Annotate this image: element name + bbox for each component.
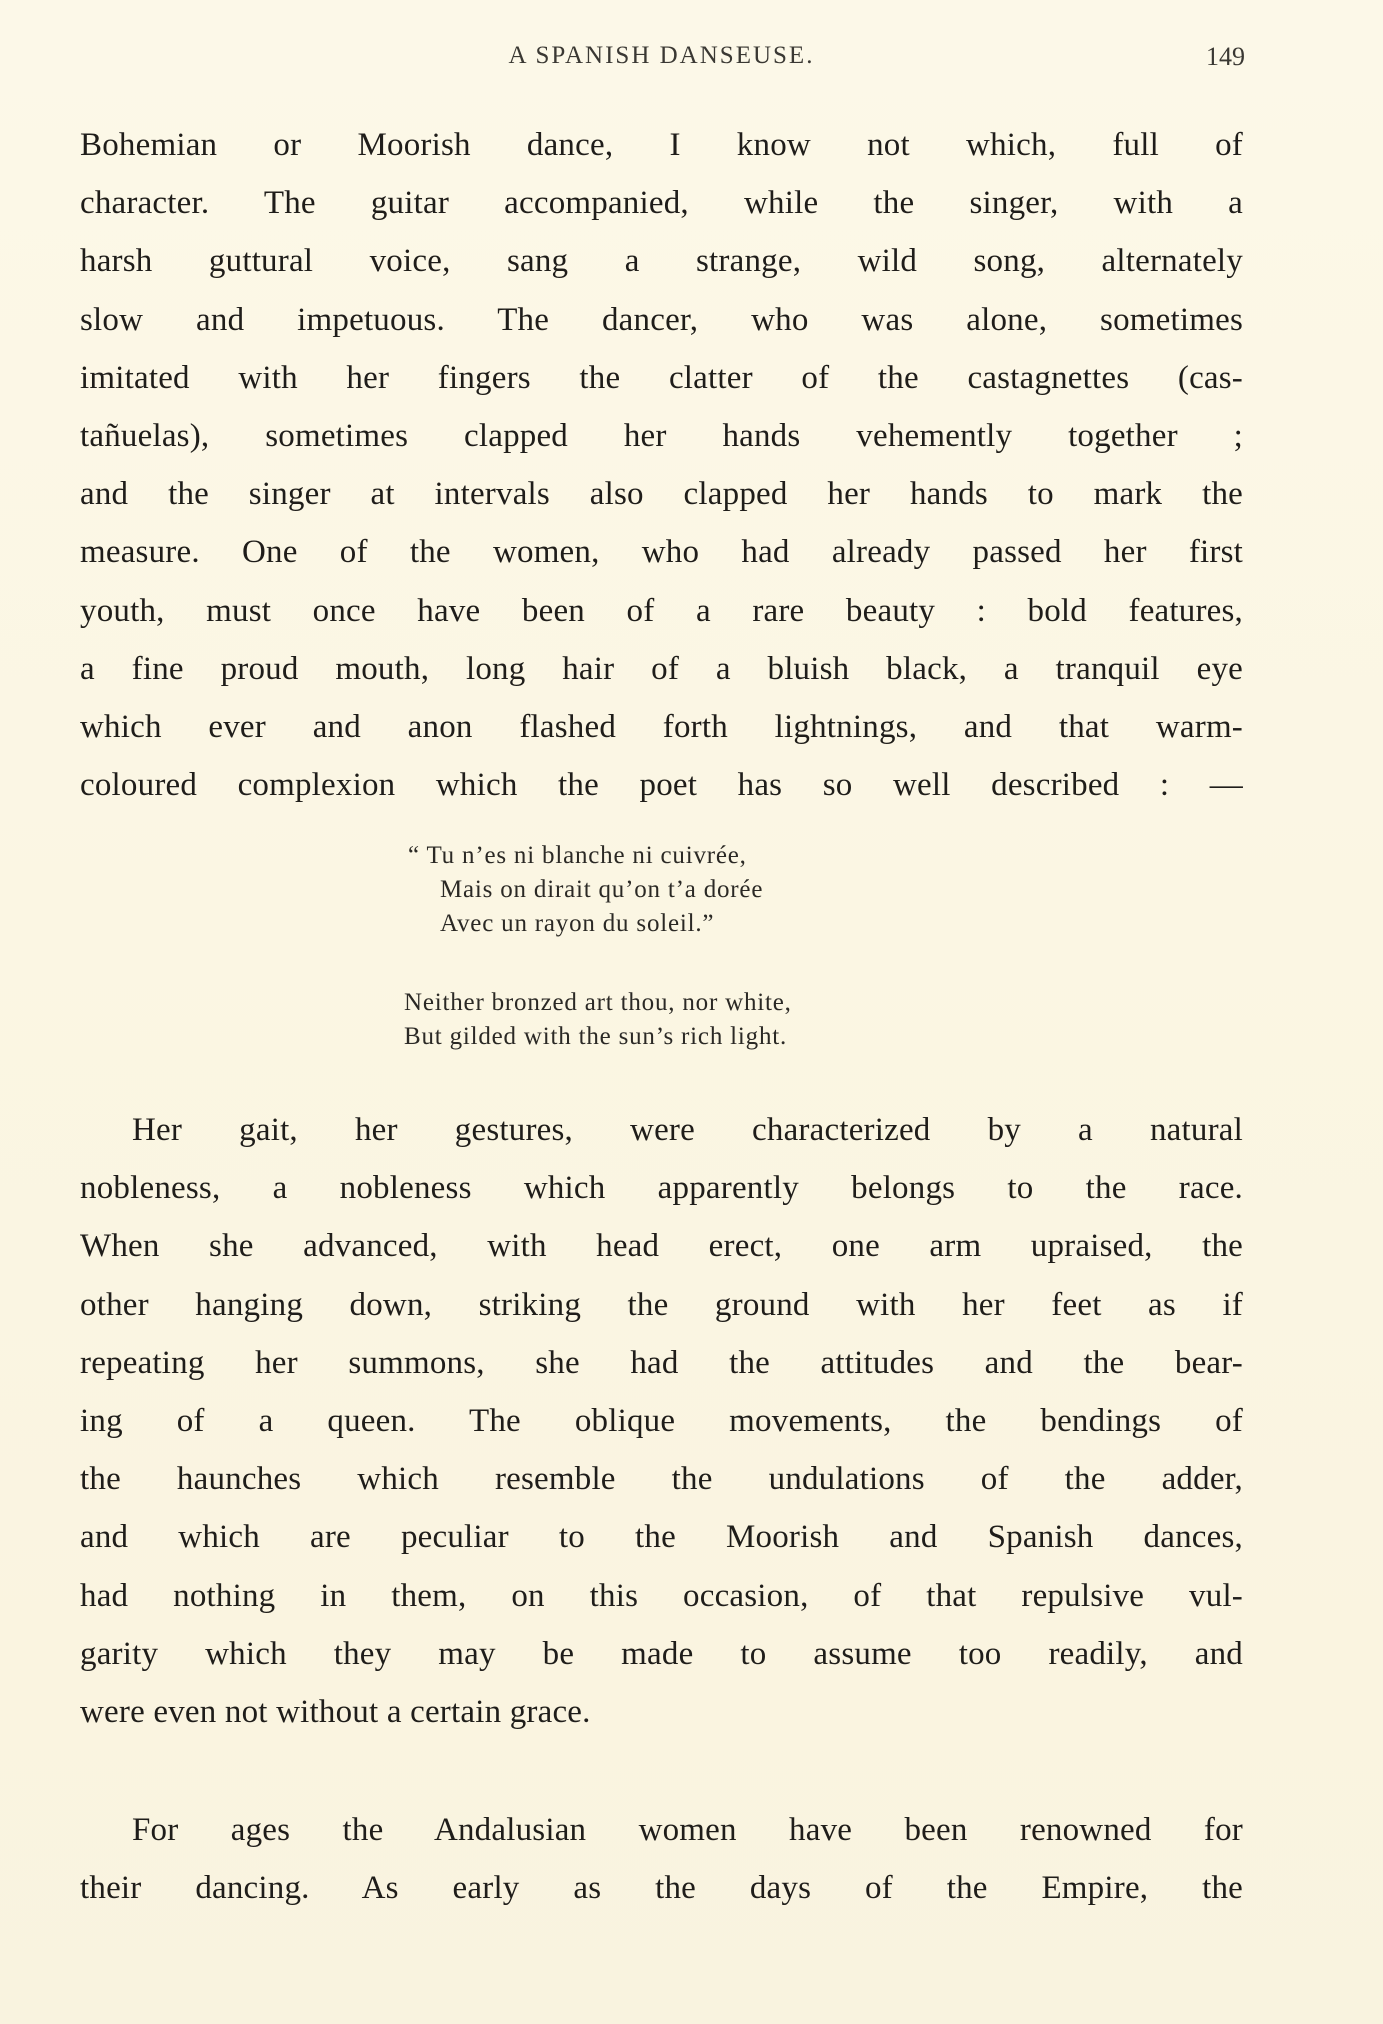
text-line: When she advanced, with head erect, one arm upraised, the — [80, 1228, 1243, 1265]
text-line: their dancing. As early as the days of the Empire, the — [80, 1870, 1243, 1907]
text-line: the haunches which resemble the undulations of the adder, — [80, 1461, 1243, 1498]
text-line: slow and impetuous. The dancer, who was alone, sometimes — [80, 301, 1243, 338]
text-line: character. The guitar accompanied, while the singer, with a — [80, 185, 1243, 222]
text-line: tañuelas), sometimes clapped her hands vehemently together ; — [80, 417, 1243, 454]
text-line: Bohemian or Moorish dance, I know not which, full of — [80, 127, 1243, 163]
text-line: nobleness, a nobleness which apparently belongs to the race. — [80, 1170, 1243, 1207]
text-line: coloured complexion which the poet has so well described : — — [80, 767, 1243, 804]
text-line: other hanging down, striking the ground with her feet as if — [80, 1286, 1243, 1323]
text-line: garity which they may be made to assume too readily, and — [80, 1635, 1243, 1672]
page-number: 149 — [1206, 42, 1245, 71]
text-line: repeating her summons, she had the attitudes and the bear- — [80, 1344, 1243, 1381]
verse-line: But gilded with the sun’s rich light. — [404, 1023, 788, 1050]
text-line: had nothing in them, on this occasion, of that repulsive vul- — [80, 1577, 1243, 1614]
text-line: a fine proud mouth, long hair of a bluish black, a tranquil eye — [80, 650, 1243, 687]
text-line: and the singer at intervals also clapped her hands to mark the — [80, 476, 1243, 513]
running-head — [80, 42, 1243, 82]
paragraph-3 — [80, 1801, 1243, 1917]
english-verse — [404, 986, 1008, 1054]
text-line: measure. One of the women, who had already passed her first — [80, 534, 1243, 571]
verse-line: Avec un rayon du soleil.” — [440, 910, 715, 937]
verse-line: Mais on dirait qu’on t’a dorée — [440, 876, 764, 903]
verse-line: Neither bronzed art thou, nor white, — [404, 989, 792, 1016]
text-line: For ages the Andalusian women have been renowned for — [132, 1812, 1243, 1848]
text-line: ing of a queen. The oblique movements, the bendings of — [80, 1402, 1243, 1439]
paragraph-2 — [80, 1101, 1243, 1741]
verse-line: “ Tu n’es ni blanche ni cuivrée, — [408, 842, 747, 869]
french-verse — [408, 839, 1008, 941]
running-title: A SPANISH DANSEUSE. — [508, 42, 815, 69]
text-line: and which are peculiar to the Moorish and Spanish dances, — [80, 1519, 1243, 1556]
text-line: harsh guttural voice, sang a strange, wild song, alternately — [80, 243, 1243, 280]
paragraph-1 — [80, 116, 1243, 814]
text-line: imitated with her fingers the clatter of the castagnettes (cas- — [80, 359, 1243, 396]
text-line: which ever and anon flashed forth lightnings, and that warm- — [80, 708, 1243, 745]
text-line: youth, must once have been of a rare beauty : bold features, — [80, 592, 1243, 629]
text-line: Her gait, her gestures, were characterized by a natural — [132, 1112, 1243, 1148]
text-line: were even not without a certain grace. — [80, 1693, 591, 1730]
